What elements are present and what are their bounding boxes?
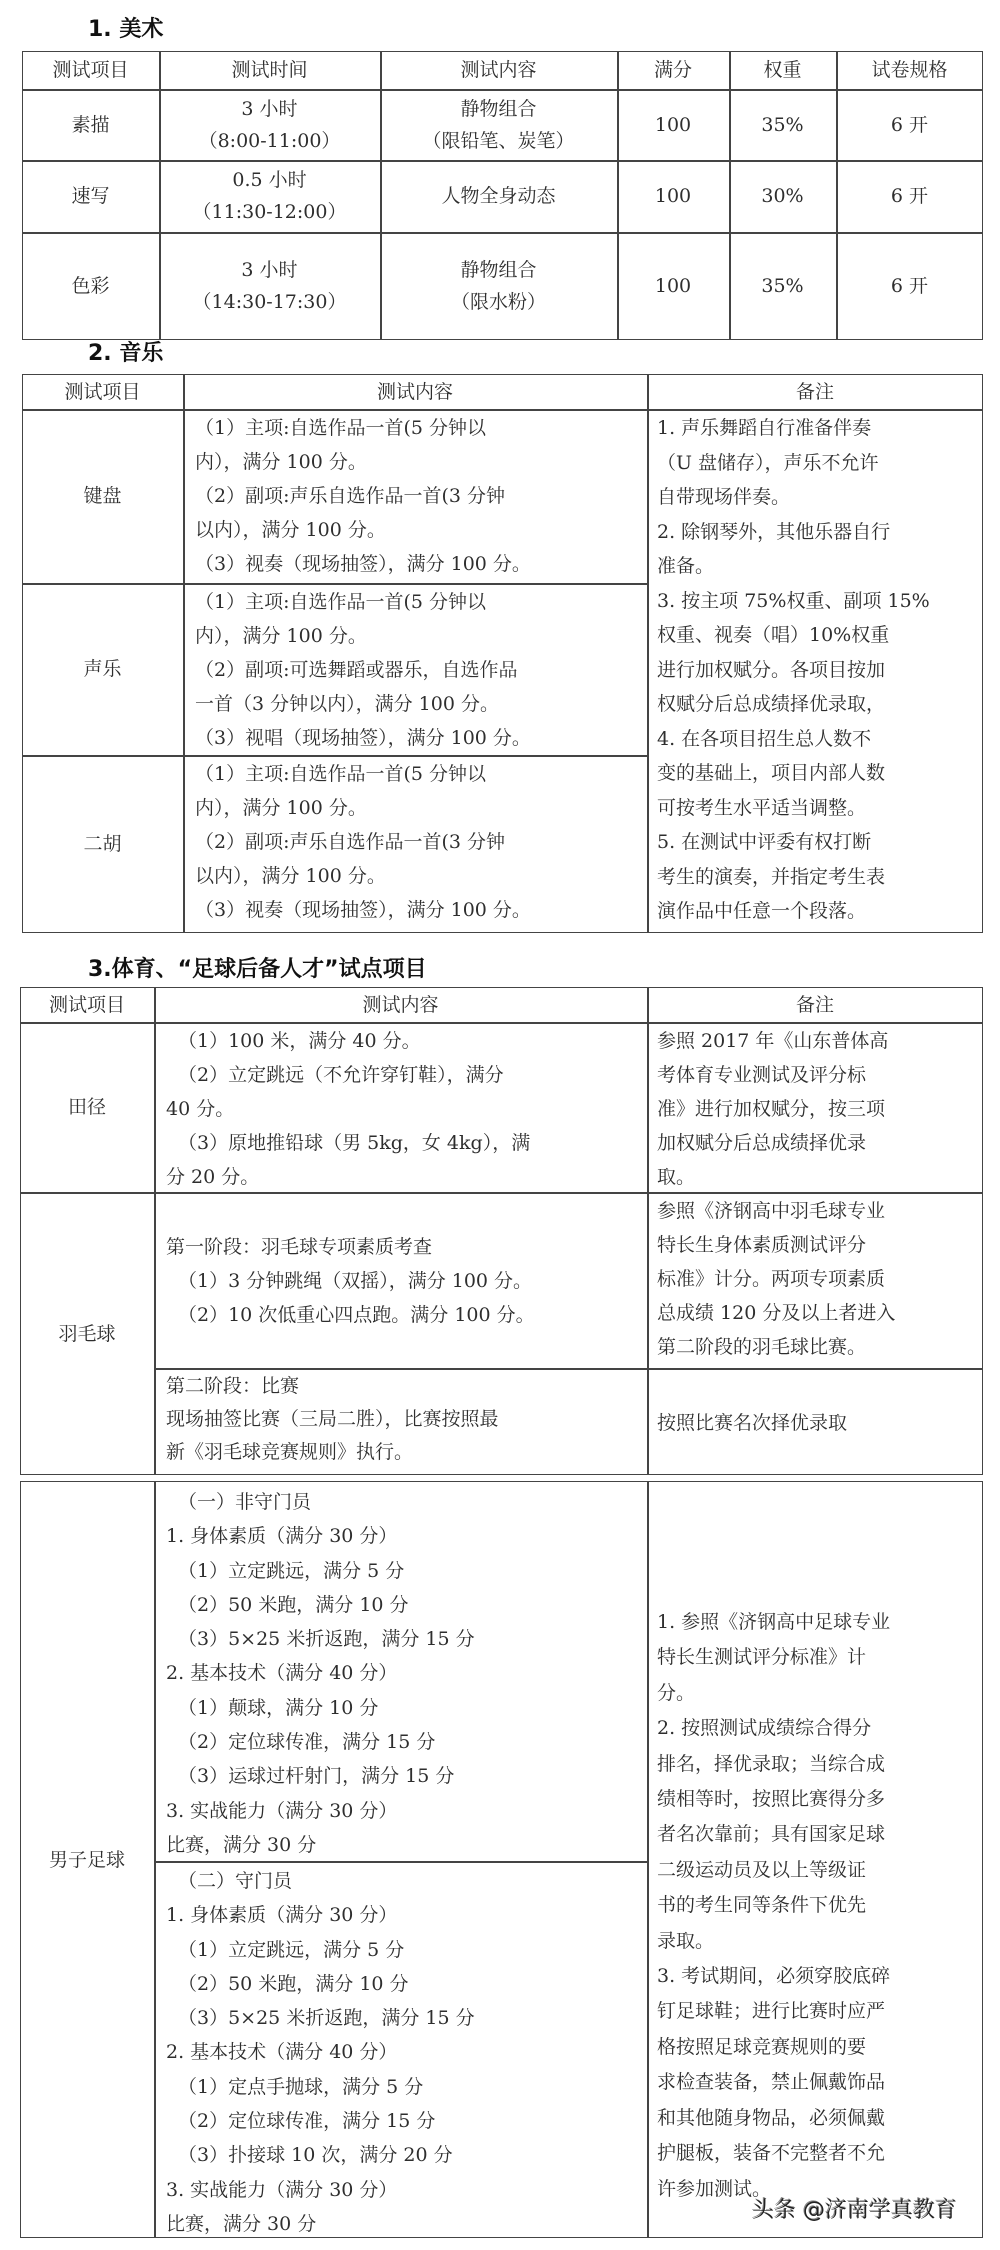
table-row-time: 3 小时 （14:30-17:30） [192, 259, 347, 313]
badminton-stage2-content: 第二阶段：比赛 现场抽签比赛（三局二胜），比赛按照最 新《羽毛球竞赛规则》执行。 [166, 1375, 499, 1463]
badminton-stage1-content: 第一阶段：羽毛球专项素质考查 （1）3 分钟跳绳（双摇），满分 100 分。 （2）10 次低重心四点跑。满分 100 分。 [166, 1236, 535, 1326]
football-goalkeepers-content: （二）守门员 1. 身体素质（满分 30 分） （1）立定跳远，满分 5 分 （2）50 米跑，满分 10 分 （3）5×25 米折返跑，满分 15 分 2. 基本技术（满分 40 分） （1）定点手抛球，满分 5 分 （2）定位球传准，满分 15 分 （3）扑接球 10 次，满分 20 分 3. 实战能力（满分 30 分） 比赛，满分 30 分 [166, 1870, 475, 2235]
header-cell: 测试时间 [231, 59, 308, 81]
watermark: 头条 @济南学真教育 [752, 2198, 957, 2223]
header-cell: 备注 [795, 993, 834, 1016]
table-row-content: （1）主项:自选作品一首(5 分钟以 内），满分 100 分。 （2）副项:声乐自选作品一首(3 分钟 以内），满分 100 分。 （3）视奏（现场抽签），满分 100 分。 [195, 763, 531, 921]
athletics-content: （1）100 米，满分 40 分。 （2）立定跳远（不允许穿钉鞋），满分 40 分。 （3）原地推铅球（男 5kg，女 4kg），满 分 20 分。 [166, 1030, 531, 1188]
header-cell: 测试项目 [64, 380, 141, 403]
music-notes: 1. 声乐舞蹈自行准备伴奏 （U 盘储存），声乐不允许 自带现场伴奏。 2. 除钢琴外，其他乐器自行 准备。 3. 按主项 75%权重、副项 15% 权重、视奏（唱）10%权重 进行加权赋分。各项目按加 权赋分后总成绩择优录取， 4. 在各项目招生总人数不 变的基础上，项目内部人数 可按考生水平适当调整。 5. 在测试中评委有权打断 考生的演奏，并指定考生表 演作品中任意一个段落。 [657, 417, 930, 922]
table-row-time: 3 小时 （8:00-11:00） [198, 97, 341, 152]
table-row-weight: 30% [761, 185, 804, 207]
table-row-paper: 6 开 [890, 275, 929, 297]
table-row-content: 静物组合 （限铅笔、炭笔） [422, 97, 575, 152]
table-row-full-score: 100 [654, 185, 692, 207]
header-cell: 测试项目 [52, 59, 129, 81]
table-row-item: 声乐 [83, 658, 122, 680]
football-field-players-content: （一）非守门员 1. 身体素质（满分 30 分） （1）立定跳远，满分 5 分 （2）50 米跑，满分 10 分 （3）5×25 米折返跑，满分 15 分 2. 基本技术（满分 40 分） （1）颠球，满分 10 分 （2）定位球传准，满分 15 分 （3）运球过杆射门，满分 15 分 3. 实战能力（满分 30 分） 比赛，满分 30 分 [166, 1491, 475, 1856]
table-row-weight: 35% [761, 113, 804, 136]
badminton-stage2-notes: 按照比赛名次择优录取 [657, 1411, 848, 1434]
table-row-item: 键盘 [83, 485, 122, 507]
table-row-full-score: 100 [654, 113, 692, 136]
table-row-item: 男子足球 [48, 1848, 125, 1871]
section-title-art: 1. 美术 [88, 17, 164, 42]
table-row-item: 速写 [71, 185, 110, 207]
table-row-time: 0.5 小时 （11:30-12:00） [192, 169, 347, 223]
table-row-paper: 6 开 [890, 185, 929, 207]
header-cell: 测试内容 [460, 59, 537, 81]
section-title-sports: 3.体育、“足球后备人才”试点项目 [88, 957, 427, 982]
table-row-full-score: 100 [654, 275, 692, 297]
header-cell: 试卷规格 [871, 59, 948, 81]
table-row-paper: 6 开 [890, 113, 929, 136]
football-notes: 1. 参照《济钢高中足球专业 特长生测试评分标准》计 分。 2. 按照测试成绩综合得分 排名，择优录取；当综合成 绩相等时，按照比赛得分多 者名次靠前；具有国家足球 二级运动员及以上等级证 书的考生同等条件下优先 录取。 3. 考试期间，必须穿胶底碎 钉足球鞋；进行比赛时应严 格按照足球竞赛规则的要 求检查装备，禁止佩戴饰品 和其他随身物品，必须佩戴 护腿板，装备不完整者不允 许参加测试。 [657, 1611, 891, 2200]
table-row-item: 色彩 [71, 275, 110, 297]
header-cell: 测试内容 [376, 380, 453, 403]
table-row-item: 羽毛球 [58, 1322, 116, 1345]
athletics-notes: 参照 2017 年《山东普体高 考体育专业测试及评分标 准》进行加权赋分，按三项 加权赋分后总成绩择优录 取。 [657, 1030, 889, 1188]
table-row-item: 田径 [67, 1096, 106, 1118]
header-cell: 权重 [763, 59, 802, 81]
table-row-weight: 35% [761, 275, 804, 297]
header-cell: 满分 [653, 59, 692, 81]
table-row-content: 人物全身动态 [441, 185, 556, 207]
table-row-content: （1）主项:自选作品一首(5 分钟以 内），满分 100 分。 （2）副项:可选舞蹈或器乐，自选作品 一首（3 分钟以内），满分 100 分。 （3）视唱（现场抽签），满分 100 分。 [195, 591, 531, 749]
table-row-content: （1）主项:自选作品一首(5 分钟以 内），满分 100 分。 （2）副项:声乐自选作品一首(3 分钟 以内），满分 100 分。 （3）视奏（现场抽签），满分 100 分。 [195, 417, 531, 575]
section-title-music: 2. 音乐 [88, 341, 164, 366]
header-cell: 备注 [795, 380, 834, 403]
header-cell: 测试内容 [362, 993, 439, 1016]
table-row-item: 二胡 [83, 833, 122, 855]
table-row-content: 静物组合 （限水粉） [450, 259, 546, 313]
table-row-item: 素描 [71, 113, 110, 136]
header-cell: 测试项目 [48, 993, 125, 1016]
badminton-stage1-notes: 参照《济钢高中羽毛球专业 特长生身体素质测试评分 标准》计分。两项专项素质 总成绩 120 分及以上者进入 第二阶段的羽毛球比赛。 [657, 1200, 896, 1358]
